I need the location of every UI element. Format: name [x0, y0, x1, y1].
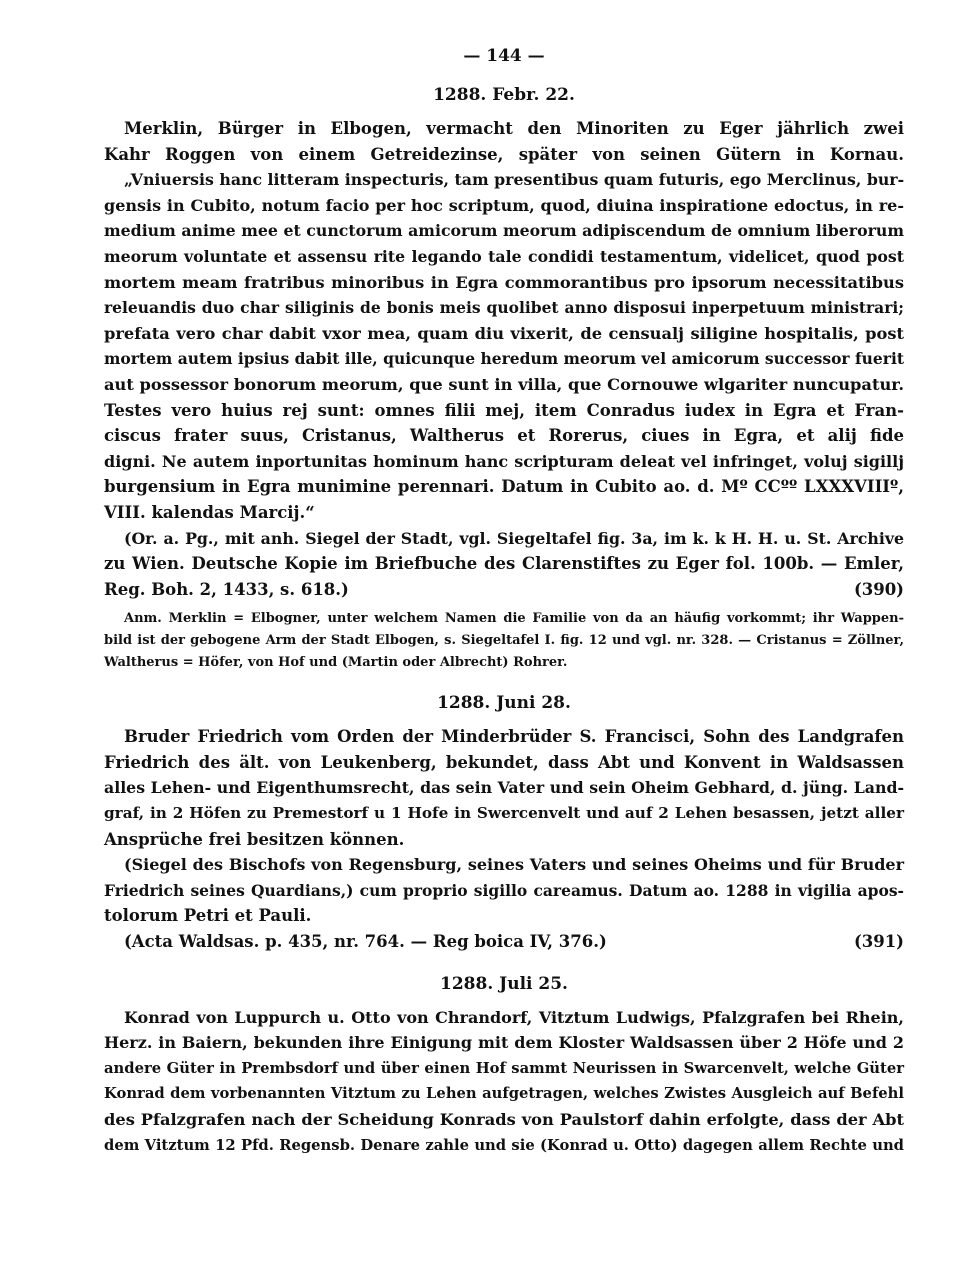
charter-date: 1288. Juli 25.	[440, 973, 568, 994]
charter-text-line: releuandis duo char siliginis de bonis meis quolibet anno disposui inperpetuum ministrari;	[104, 298, 904, 318]
source-line: Reg. Boh. 2, 1433, s. 618.)	[104, 579, 349, 599]
summary-line: des Pfalzgrafen nach der Scheidung Konrads von Paulstorf dahin erfolgte, dass der Abt	[104, 1110, 904, 1129]
annotation-line: bild ist der gebogene Arm der Stadt Elbogen, s. Siegeltafel I. fig. 12 und vgl. nr. 328. — Cristanus = Zöllner,	[104, 633, 904, 649]
source-reference-row	[104, 577, 904, 603]
charter-text-line: aut possessor bonorum meorum, que sunt in villa, que Cornouwe wlgariter nuncupatur.	[104, 374, 904, 394]
charter-392	[104, 969, 904, 1159]
charter-date: 1288. Febr. 22.	[433, 85, 575, 105]
summary-line: Konrad von Luppurch u. Otto von Chrandorf, Vitztum Ludwigs, Pfalzgrafen bei Rhein,	[124, 1007, 904, 1027]
charter-number: (390)	[853, 579, 904, 599]
charter-text-line: tolorum Petri et Pauli.	[104, 906, 312, 926]
summary-line: graf, in 2 Höfen zu Premestorf u 1 Hofe in Swercenvelt und auf 2 Lehen besassen, jetzt aller	[104, 804, 904, 823]
charter-text-line: burgensium in Egra munimine perennari. Datum in Cubito ao. d. Mº CCºº LXXXVIIIº,	[104, 477, 904, 497]
summary-line: Konrad dem vorbenannten Vitztum zu Lehen aufgetragen, welches Zwistes Ausgleich auf Befehl	[104, 1085, 904, 1103]
charter-text-line: Friedrich seines Quardians,) cum proprio sigillo careamus. Datum ao. 1288 in vigilia apos-	[104, 880, 904, 900]
summary-line: Herz. in Baiern, bekunden ihre Einigung mit dem Kloster Waldsassen über 2 Höfe und 2	[104, 1033, 904, 1053]
charter-text-line: (Siegel des Bischofs von Regensburg, seines Vaters und seines Oheims und für Bruder	[124, 855, 904, 875]
charter-date: 1288. Juni 28.	[437, 693, 571, 714]
summary-line: alles Lehen- und Eigenthumsrecht, das sein Vater und sein Oheim Gebhard, d. jüng. Land-	[104, 778, 904, 798]
charter-number: (391)	[853, 932, 904, 952]
summary-line: Merklin, Bürger in Elbogen, vermacht den Minoriten zu Eger jährlich zwei	[124, 119, 904, 138]
source-line: (Or. a. Pg., mit anh. Siegel der Stadt, vgl. Siegeltafel fig. 3a, im k. k H. H. u. St. Archive	[124, 528, 904, 548]
charter-text-line: VIII. kalendas Marcij.“	[104, 502, 315, 522]
summary-line: dem Vitztum 12 Pfd. Regensb. Denare zahle und sie (Konrad u. Otto) dagegen allem Rechte und	[104, 1136, 904, 1154]
summary-line: Ansprüche frei besitzen können.	[104, 829, 405, 849]
summary-line: andere Güter in Prembsdorf und über einen Hof sammt Neurissen in Swarcenvelt, welche Güter	[104, 1059, 904, 1077]
charter-390	[104, 80, 904, 674]
annotation-line: Waltherus = Höfer, von Hof und (Martin oder Albrecht) Rohrer.	[104, 655, 568, 671]
document-page	[104, 40, 904, 1260]
charter-text-line: Testes vero huius rej sunt: omnes filii mej, item Conradus iudex in Egra et Fran-	[104, 400, 904, 420]
charter-text-line: medium anime mee et cunctorum amicorum meorum adipiscendum de omnium liberorum	[104, 221, 904, 241]
charter-text-line: prefata vero char dabit vxor mea, quam diu vixerit, de censualj siligine hospitalis, post	[104, 323, 904, 343]
charter-text-line: digni. Ne autem inportunitas hominum hanc scripturam deleat vel infringet, voluj sigillj	[104, 451, 904, 471]
charter-text-line: gensis in Cubito, notum facio per hoc scriptum, quod, diuina inspiratione edoctus, in re-	[104, 195, 904, 215]
source-line: (Acta Waldsas. p. 435, nr. 764. — Reg boica IV, 376.)	[124, 932, 607, 952]
charter-text-line: meorum voluntate et assensu rite legando tale condidi testamentum, videlicet, quod post	[104, 246, 904, 266]
source-reference-row	[104, 929, 904, 955]
charter-391	[104, 688, 904, 954]
source-line: zu Wien. Deutsche Kopie im Briefbuche des Clarenstiftes zu Eger fol. 100b. — Emler,	[104, 554, 904, 574]
charter-text-line: ciscus frater suus, Cristanus, Waltherus et Rorerus, ciues in Egra, et alij fide	[104, 426, 904, 446]
summary-line: Bruder Friedrich vom Orden der Minderbrüder S. Francisci, Sohn des Landgrafen	[124, 727, 904, 747]
page-number: — 144 —	[463, 46, 545, 66]
summary-line: Kahr Roggen von einem Getreidezinse, später von seinen Gütern in Kornau.	[104, 144, 904, 164]
charter-text-line: „Vniuersis hanc litteram inspecturis, tam presentibus quam futuris, ego Merclinus, bur-	[124, 170, 905, 190]
charter-text-line: mortem autem ipsius dabit ille, quicunque heredum meorum vel amicorum successor fuerit	[104, 349, 904, 369]
charter-text-line: mortem meam fratribus minoribus in Egra commorantibus pro ipsorum necessitatibus	[104, 272, 904, 292]
summary-line: Friedrich des ält. von Leukenberg, bekundet, dass Abt und Konvent in Waldsassen	[104, 752, 904, 772]
annotation-line: Anm. Merklin = Elbogner, unter welchem Namen die Familie von da an häufig vorkommt; ihr Wappen-	[124, 611, 904, 627]
